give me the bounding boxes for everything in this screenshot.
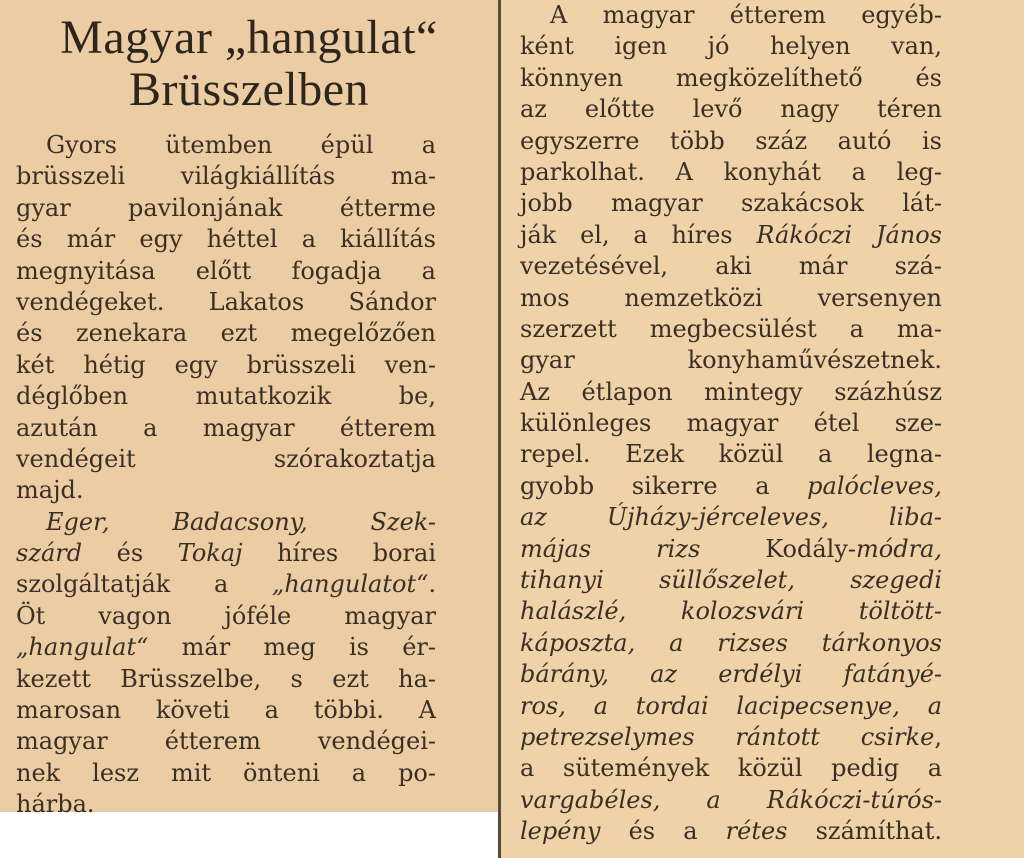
text-line	[520, 345, 942, 376]
text-segment: brüsszeli világkiállítás ma-	[16, 162, 436, 191]
left-article-body	[16, 130, 436, 821]
text-segment: parkolhat. A konyhát a leg-	[520, 157, 942, 186]
italic-text: káposzta, a rizses tárkonyos	[520, 628, 942, 657]
text-segment: Öt vagon jóféle magyar	[16, 601, 436, 630]
text-line	[520, 31, 942, 62]
text-segment: Az étlapon mintegy százhúsz	[520, 377, 942, 406]
text-segment: egyszerre több száz autó is	[520, 126, 942, 155]
text-segment: kezett Brüsszelbe, s ezt ha-	[16, 664, 436, 693]
italic-text: módra,	[856, 534, 942, 563]
text-line	[520, 816, 942, 847]
text-line	[16, 664, 436, 695]
text-segment: repel. Ezek közül a legna-	[520, 440, 942, 469]
text-segment: gyobb sikerre a	[520, 471, 808, 500]
italic-text: Tokaj	[177, 539, 243, 568]
text-line	[520, 722, 942, 753]
text-segment: ,	[934, 722, 942, 751]
text-line	[520, 502, 942, 533]
text-segment: azután a magyar étterem	[16, 413, 436, 442]
text-line	[16, 318, 436, 349]
text-segment: marosan követi a többi. A	[16, 696, 436, 725]
right-article-body	[520, 0, 942, 848]
text-line	[520, 251, 942, 282]
text-line	[520, 691, 942, 722]
text-line	[16, 538, 436, 569]
text-segment: mos nemzetközi versenyen	[520, 283, 942, 312]
text-line	[520, 220, 942, 251]
italic-text: Eger, Badacsony, Szek-	[46, 507, 436, 536]
text-segment: és zenekara ezt megelőzően	[16, 319, 436, 348]
text-segment: megnyitása előtt fogadja a	[16, 256, 436, 285]
text-segment: és a	[600, 817, 726, 846]
text-line	[16, 507, 436, 538]
text-segment: majd.	[16, 476, 84, 505]
text-segment: A magyar étterem egyéb-	[550, 1, 942, 29]
italic-text: lepény	[520, 817, 601, 846]
text-line	[520, 596, 942, 627]
text-line	[520, 471, 942, 502]
text-segment: vezetésével, aki már szá-	[520, 252, 942, 281]
italic-text: májas rizs	[520, 534, 766, 563]
italic-text: rétes	[725, 817, 788, 846]
text-line	[16, 726, 436, 757]
text-line	[520, 628, 942, 659]
text-segment: a sütemények közül pedig a	[520, 754, 942, 783]
text-segment: könnyen megközelíthető és	[520, 63, 942, 92]
italic-text: ros, a tordai lacipecsenye, a	[520, 691, 942, 720]
headline-line-1: Magyar „hangulat“	[60, 11, 438, 64]
italic-text: az Újházy-jérceleves, liba-	[520, 503, 942, 532]
text-line	[16, 350, 436, 381]
text-segment: Gyors ütemben épül a	[46, 131, 436, 159]
italic-text: „hangulatot“	[271, 570, 429, 599]
italic-text: szárd	[16, 539, 83, 568]
text-line	[520, 188, 942, 219]
text-segment: híres borai	[242, 539, 436, 568]
text-line	[520, 753, 942, 784]
text-segment: déglőben mutatkozik be,	[16, 382, 436, 411]
italic-text: „hangulat“	[16, 633, 149, 662]
text-segment: gyar pavilonjának étterme	[16, 193, 436, 222]
text-segment: különleges magyar étel sze-	[520, 409, 942, 438]
text-line	[520, 439, 942, 470]
text-segment: szolgáltatják a	[16, 570, 272, 599]
text-segment: szerzett megbecsülést a ma-	[520, 314, 942, 343]
text-line	[16, 758, 436, 789]
italic-text: petrezselymes rántott csirke	[520, 722, 935, 751]
text-segment: már meg is ér-	[148, 633, 436, 662]
text-line	[16, 287, 436, 318]
text-line	[520, 314, 942, 345]
text-line	[16, 161, 436, 192]
text-segment: jobb magyar szakácsok lát-	[520, 189, 942, 218]
text-segment: ják el, a híres	[520, 220, 757, 249]
text-line	[16, 632, 436, 663]
italic-text: bárány, az erdélyi fatányé-	[520, 660, 942, 689]
text-segment: hárba.	[16, 790, 95, 819]
text-line	[520, 377, 942, 408]
text-line	[16, 381, 436, 412]
text-line	[520, 659, 942, 690]
text-segment: ként igen jó helyen van,	[520, 32, 942, 61]
text-segment: Kodály-	[765, 534, 857, 563]
text-segment: vendégeket. Lakatos Sándor	[16, 287, 436, 316]
italic-text: Rákóczi János	[756, 220, 942, 249]
text-line	[520, 534, 942, 565]
text-segment: két hétig egy brüsszeli ven-	[16, 350, 436, 379]
text-segment: magyar étterem vendégei-	[16, 727, 436, 756]
text-line	[16, 475, 436, 506]
text-line	[16, 413, 436, 444]
text-segment: és már egy héttel a kiállítás	[16, 225, 436, 254]
text-line	[16, 444, 436, 475]
text-line	[16, 601, 436, 632]
italic-text: tihanyi süllőszelet, szegedi	[520, 566, 942, 595]
text-line	[520, 408, 942, 439]
italic-text: vargabéles, a Rákóczi-túrós-	[520, 785, 942, 814]
text-line	[520, 0, 942, 31]
text-line	[16, 130, 436, 161]
text-line	[520, 94, 942, 125]
text-line	[16, 569, 436, 600]
text-segment: és	[82, 539, 178, 568]
headline-line-2: Brüsszelben	[128, 63, 370, 116]
text-segment: vendégeit szórakoztatja	[16, 444, 436, 473]
text-segment: az előtte levő nagy téren	[520, 95, 942, 124]
text-line	[520, 126, 942, 157]
text-line	[520, 565, 942, 596]
text-line	[16, 256, 436, 287]
text-segment: számíthat.	[787, 817, 943, 846]
text-line	[16, 789, 436, 820]
text-line	[520, 785, 942, 816]
text-line	[16, 224, 436, 255]
italic-text: palócleves,	[807, 471, 942, 500]
text-segment: nek lesz mit önteni a po-	[16, 758, 436, 787]
text-line	[16, 193, 436, 224]
text-segment: .	[428, 570, 436, 599]
text-line	[520, 283, 942, 314]
text-segment: gyar konyhaművészetnek.	[520, 346, 942, 375]
text-line	[16, 695, 436, 726]
text-line	[520, 157, 942, 188]
italic-text: halászlé, kolozsvári töltött-	[520, 597, 942, 626]
text-line	[520, 63, 942, 94]
